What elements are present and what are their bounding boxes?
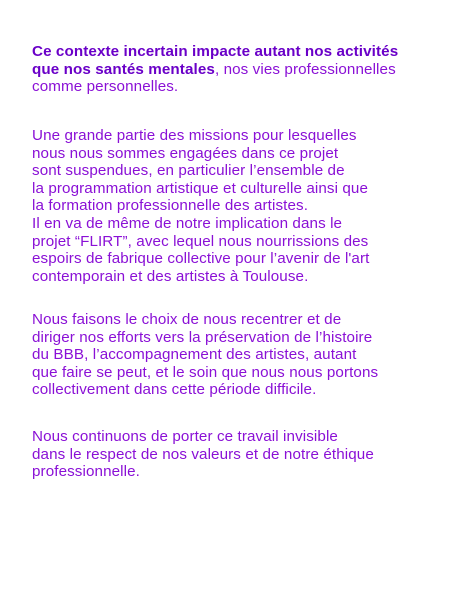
text-line — [32, 78, 452, 96]
body-text: , nos vies professionnelles — [214, 60, 396, 78]
paragraph-suspended-missions — [32, 127, 452, 285]
text-line: la programmation artistique et culturelle ainsi que — [32, 179, 369, 197]
text-line: sont suspendues, en particulier l’ensemble de — [32, 162, 345, 180]
emphasis-text: Ce contexte incertain impacte autant nos activités — [32, 43, 399, 60]
text-line: collectivement dans cette période difficile. — [32, 381, 317, 399]
text-line: dans le respect de nos valeurs et de notre éthique — [32, 445, 374, 463]
text-line: que faire se peut, et le soin que nous nous portons — [32, 363, 379, 381]
text-line: la formation professionnelle des artistes. — [32, 197, 309, 215]
text-line: contemporain et des artistes à Toulouse. — [32, 267, 309, 285]
text-line — [32, 61, 452, 79]
paragraph-refocus — [32, 311, 452, 399]
text-line: Nous continuons de porter ce travail invisible — [32, 428, 338, 445]
text-line: nous nous sommes engagées dans ce projet — [32, 144, 339, 162]
text-line: Une grande partie des missions pour lesquelles — [32, 127, 357, 144]
text-line: diriger nos efforts vers la préservation de l’histoire — [32, 328, 373, 346]
emphasis-text: que nos santés mentales — [32, 60, 215, 78]
body-text: comme personnelles. — [32, 78, 179, 96]
paragraph-invisible-work — [32, 428, 452, 481]
text-line: Nous faisons le choix de nous recentrer et de — [32, 311, 342, 328]
text-line: espoirs de fabrique collective pour l’avenir de l'art — [32, 250, 370, 268]
text-line: Il en va de même de notre implication dans le — [32, 214, 343, 232]
text-line: professionnelle. — [32, 463, 140, 481]
text-line — [32, 43, 452, 61]
text-line: du BBB, l’accompagnement des artistes, autant — [32, 346, 357, 364]
text-line: projet “FLIRT”, avec lequel nous nourrissions des — [32, 232, 369, 250]
paragraph-context — [32, 43, 452, 96]
